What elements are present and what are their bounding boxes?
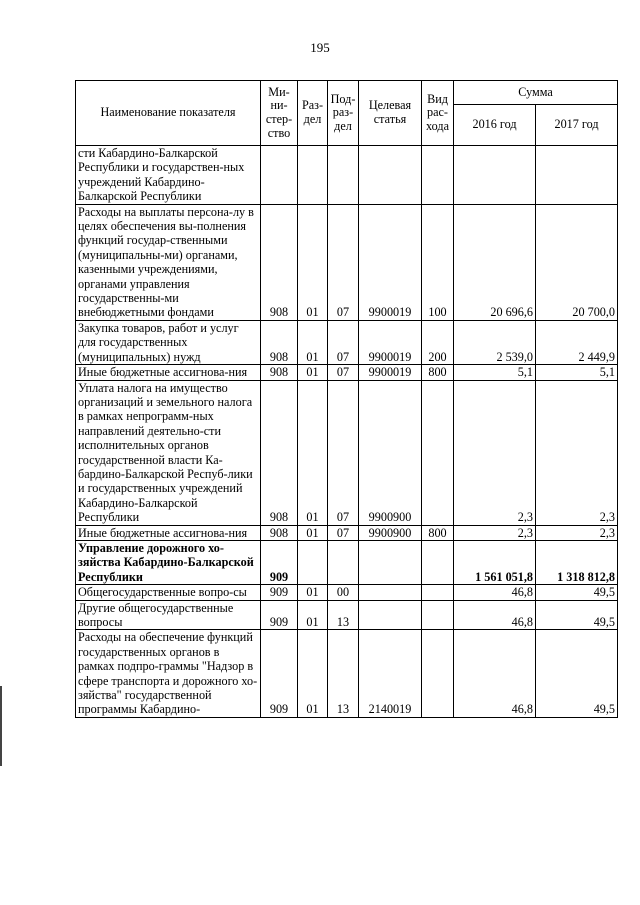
header-section: Раз-дел — [298, 81, 328, 146]
row-name: Иные бюджетные ассигнова-ния — [76, 365, 261, 380]
header-target: Целевая статья — [359, 81, 422, 146]
table-row — [76, 380, 618, 525]
row-target: 2140019 — [359, 630, 422, 717]
table-row — [76, 320, 618, 364]
row-subsection: 07 — [328, 320, 359, 364]
row-exp-type: 200 — [422, 320, 454, 364]
row-sum-2017: 49,5 — [536, 600, 618, 630]
row-sum-2016: 2,3 — [454, 525, 536, 540]
row-section: 01 — [298, 525, 328, 540]
row-name: Расходы на выплаты персона-лу в целях обеспечения вы-полнения функций государ-ственными (муниципальны-ми) органами, казенными учреждениями, органами управления государственны-ми внебюджетными фондами — [76, 204, 261, 320]
row-exp-type — [422, 146, 454, 205]
row-exp-type: 800 — [422, 525, 454, 540]
row-sum-2017: 49,5 — [536, 585, 618, 600]
row-sum-2017: 2 449,9 — [536, 320, 618, 364]
row-exp-type: 100 — [422, 204, 454, 320]
row-section: 01 — [298, 320, 328, 364]
row-name: Другие общегосударственные вопросы — [76, 600, 261, 630]
row-target: 9900900 — [359, 380, 422, 525]
header-name: Наименование показателя — [76, 81, 261, 146]
row-exp-type: 800 — [422, 365, 454, 380]
row-name: Управление дорожного хо-зяйства Кабардино-Балкарской Республики — [76, 540, 261, 584]
table-row — [76, 146, 618, 205]
row-ministry: 908 — [261, 380, 298, 525]
row-ministry — [261, 146, 298, 205]
row-sum-2016: 46,8 — [454, 585, 536, 600]
row-name: сти Кабардино-Балкарской Республики и государствен-ных учреждений Кабардино-Балкарской Республики — [76, 146, 261, 205]
row-subsection: 07 — [328, 204, 359, 320]
row-ministry: 909 — [261, 630, 298, 717]
header-2017: 2017 год — [536, 105, 618, 146]
row-section: 01 — [298, 380, 328, 525]
row-sum-2016 — [454, 146, 536, 205]
row-target — [359, 585, 422, 600]
row-section: 01 — [298, 585, 328, 600]
row-sum-2017: 1 318 812,8 — [536, 540, 618, 584]
row-name: Уплата налога на имущество организаций и земельного налога в рамках непрограмм-ных направлений деятельно-сти исполнительных органов государственной власти Ка-бардино-Балкарской Респуб-лики и государственных учреждений Кабардино-Балкарской Республики — [76, 380, 261, 525]
row-sum-2016: 2 539,0 — [454, 320, 536, 364]
row-name: Расходы на обеспечение функций государственных органов в рамках подпро-граммы "Надзор в сфере транспорта и дорожного хо-зяйства" государственной программы Кабардино- — [76, 630, 261, 717]
row-ministry: 909 — [261, 600, 298, 630]
row-exp-type — [422, 380, 454, 525]
table-row — [76, 204, 618, 320]
row-exp-type — [422, 540, 454, 584]
row-target — [359, 600, 422, 630]
row-ministry: 908 — [261, 204, 298, 320]
row-target: 9900019 — [359, 204, 422, 320]
row-name: Общегосударственные вопро-сы — [76, 585, 261, 600]
row-ministry: 909 — [261, 540, 298, 584]
table-row — [76, 525, 618, 540]
row-sum-2016: 1 561 051,8 — [454, 540, 536, 584]
row-sum-2016: 2,3 — [454, 380, 536, 525]
header-sum: Сумма — [454, 81, 618, 105]
row-target — [359, 540, 422, 584]
row-sum-2017 — [536, 146, 618, 205]
row-subsection — [328, 540, 359, 584]
row-subsection: 07 — [328, 525, 359, 540]
margin-scan-mark — [0, 686, 6, 766]
table-row — [76, 540, 618, 584]
row-subsection: 07 — [328, 380, 359, 525]
table-row — [76, 365, 618, 380]
row-section — [298, 146, 328, 205]
row-sum-2017: 20 700,0 — [536, 204, 618, 320]
row-sum-2017: 2,3 — [536, 380, 618, 525]
row-name: Закупка товаров, работ и услуг для государственных (муниципальных) нужд — [76, 320, 261, 364]
table-row — [76, 600, 618, 630]
row-name: Иные бюджетные ассигнова-ния — [76, 525, 261, 540]
header-exp-type: Вид рас-хода — [422, 81, 454, 146]
row-sum-2016: 20 696,6 — [454, 204, 536, 320]
row-ministry: 908 — [261, 365, 298, 380]
row-subsection: 13 — [328, 600, 359, 630]
row-section — [298, 540, 328, 584]
row-section: 01 — [298, 600, 328, 630]
header-2016: 2016 год — [454, 105, 536, 146]
row-exp-type — [422, 630, 454, 717]
row-subsection: 13 — [328, 630, 359, 717]
row-sum-2017: 5,1 — [536, 365, 618, 380]
table-row — [76, 585, 618, 600]
row-sum-2016: 46,8 — [454, 630, 536, 717]
header-subsection: Под-раз-дел — [328, 81, 359, 146]
budget-table — [75, 80, 618, 718]
row-sum-2016: 5,1 — [454, 365, 536, 380]
row-subsection — [328, 146, 359, 205]
row-target: 9900900 — [359, 525, 422, 540]
table-row — [76, 630, 618, 717]
row-subsection: 00 — [328, 585, 359, 600]
row-exp-type — [422, 585, 454, 600]
row-ministry: 909 — [261, 585, 298, 600]
row-section: 01 — [298, 365, 328, 380]
row-section: 01 — [298, 630, 328, 717]
row-target — [359, 146, 422, 205]
row-sum-2016: 46,8 — [454, 600, 536, 630]
row-target: 9900019 — [359, 365, 422, 380]
row-target: 9900019 — [359, 320, 422, 364]
row-sum-2017: 49,5 — [536, 630, 618, 717]
row-ministry: 908 — [261, 320, 298, 364]
row-sum-2017: 2,3 — [536, 525, 618, 540]
row-subsection: 07 — [328, 365, 359, 380]
header-ministry: Ми-ни-стер-ство — [261, 81, 298, 146]
page-number: 195 — [310, 40, 330, 55]
row-section: 01 — [298, 204, 328, 320]
row-ministry: 908 — [261, 525, 298, 540]
row-exp-type — [422, 600, 454, 630]
